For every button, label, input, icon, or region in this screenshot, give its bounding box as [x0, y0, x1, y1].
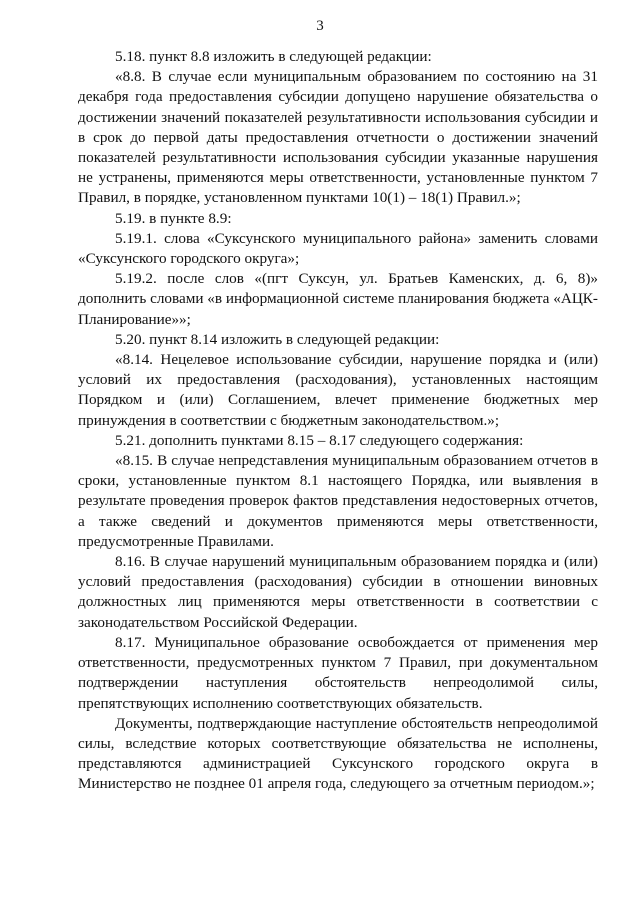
paragraph-5-19-2: 5.19.2. после слов «(пгт Суксун, ул. Братьев Каменских, д. 6, 8)» дополнить словами «в информационной системе планирования бюджета «АЦК-Планирование»»; [78, 270, 598, 328]
paragraph-8-17: 8.17. Муниципальное образование освобождается от применения мер ответственности, предусмотренных пунктом 7 Правил, при документальном подтверждении наступления обстоятельств непреодолимой силы, препятствующих исполнению соответствующих обязательств. [78, 633, 598, 712]
paragraph-5-18: 5.18. пункт 8.8 изложить в следующей редакции: [115, 48, 432, 65]
paragraph-8-15: «8.15. В случае непредставления муниципальным образованием отчетов в сроки, установленные пунктом 8.1 настоящего Порядка, или выявления в результате проведения проверок фактов представления недостоверных отчетов, а также сведений и документов применяются меры ответственности, предусмотренные Правилами. [78, 452, 598, 550]
paragraph-8-16: 8.16. В случае нарушений муниципальным образованием порядка и (или) условий предоставления (расходования) субсидии в отношении виновных должностных лиц применяются меры ответственности в соответствии с законодательством Российской Федерации. [78, 553, 598, 631]
paragraph-5-20: 5.20. пункт 8.14 изложить в следующей редакции: [115, 330, 440, 348]
document-body [78, 47, 598, 795]
paragraph-5-19-1: 5.19.1. слова «Суксунского муниципального района» заменить словами «Суксунского городского округа»; [78, 229, 598, 268]
paragraph-documents: Документы, подтверждающие наступление обстоятельств непреодолимой силы, вследствие которых соответствующие обязательства не исполнены, представляются администрацией Суксунского городского округа в Министерство не позднее 01 апреля года, следующего за отчетным периодом.»; [78, 714, 598, 793]
paragraph-8-14: «8.14. Нецелевое использование субсидии, нарушение порядка и (или) условий их предоставления (расходования), установленных настоящим Порядком и (или) Соглашением, влечет применение бюджетных мер принуждения в соответствии с бюджетным законодательством.»; [78, 351, 598, 429]
page-number: 3 [316, 18, 324, 34]
paragraph-5-21: 5.21. дополнить пунктами 8.15 – 8.17 следующего содержания: [115, 431, 524, 449]
paragraph-5-19: 5.19. в пункте 8.9: [115, 209, 232, 227]
paragraph-8-8: «8.8. В случае если муниципальным образованием по состоянию на 31 декабря года предоставления субсидии допущено нарушение обязательства о достижении значений показателей результативности использования субсидии и в срок до первой даты предоставления отчетности о достижении значений показателей результативности использования субсидии указанные нарушения не устранены, применяются меры ответственности, установленные пунктом 7 Правил, в порядке, установленном пунктами 10(1) – 18(1) Правил.»; [78, 68, 598, 207]
